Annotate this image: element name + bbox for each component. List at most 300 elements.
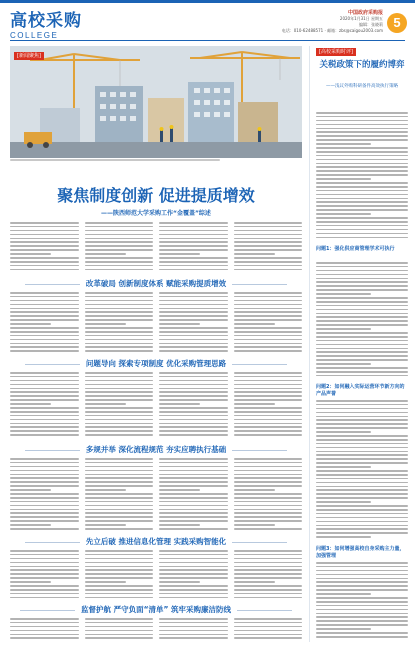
- text-line: [316, 316, 408, 318]
- text-line: [316, 493, 408, 495]
- text-line: [159, 257, 228, 259]
- text-line: [10, 399, 79, 401]
- text-line: [85, 234, 154, 236]
- text-line: [10, 323, 51, 325]
- text-line: [85, 346, 154, 348]
- text-line: [234, 343, 303, 345]
- text-line: [85, 462, 154, 464]
- text-line: [85, 569, 154, 571]
- text-line: [159, 419, 228, 421]
- text-line: [159, 304, 228, 306]
- text-line: [85, 516, 154, 518]
- text-line: [10, 380, 79, 382]
- text-line: [85, 509, 154, 511]
- text-line: [85, 304, 154, 306]
- text-line: [234, 238, 303, 240]
- text-line: [159, 512, 228, 514]
- text-line: [159, 403, 200, 405]
- text-line: [316, 159, 408, 161]
- text-column: [234, 618, 303, 642]
- text-line: [85, 241, 154, 243]
- text-line: [234, 501, 303, 503]
- text-line: [234, 573, 303, 575]
- text-line: [85, 470, 154, 472]
- contact-info: 电话：010-62488571 · 邮箱：zbs@caigou2003.com: [281, 28, 383, 33]
- text-line: [234, 630, 303, 632]
- text-line: [234, 493, 303, 495]
- section-body-1: [10, 292, 302, 356]
- text-line: [316, 505, 408, 507]
- text-line: [10, 474, 79, 476]
- text-column: [85, 292, 154, 356]
- text-line: [85, 249, 154, 251]
- text-line: [234, 292, 303, 294]
- section-title: 高校采购: [10, 11, 82, 31]
- text-line: [159, 550, 228, 552]
- text-line: [234, 562, 303, 564]
- text-line: [10, 597, 79, 599]
- text-line: [10, 253, 51, 255]
- text-line: [10, 493, 79, 495]
- text-line: [234, 626, 303, 628]
- text-line: [10, 569, 79, 571]
- text-line: [234, 388, 303, 390]
- text-line: [10, 403, 51, 405]
- text-line: [316, 120, 408, 122]
- editor-info: 编辑：张晓莉: [359, 22, 383, 27]
- text-line: [85, 323, 126, 325]
- text-line: [85, 581, 126, 583]
- text-line: [316, 462, 408, 464]
- text-line: [10, 257, 79, 259]
- text-line: [316, 489, 408, 491]
- text-line: [234, 566, 303, 568]
- text-line: [159, 399, 228, 401]
- text-line: [10, 331, 79, 333]
- text-line: [159, 516, 228, 518]
- text-line: [10, 308, 79, 310]
- text-line: [234, 245, 303, 247]
- text-line: [10, 327, 79, 329]
- text-line: [159, 485, 228, 487]
- text-line: [85, 403, 126, 405]
- text-line: [234, 346, 303, 348]
- text-line: [159, 331, 228, 333]
- text-line: [10, 226, 79, 228]
- text-line: [85, 411, 154, 413]
- text-column: [10, 292, 79, 356]
- text-line: [234, 415, 303, 417]
- text-line: [316, 431, 371, 433]
- text-line: [234, 462, 303, 464]
- text-line: [234, 269, 303, 271]
- text-line: [85, 343, 154, 345]
- text-column: [10, 222, 79, 276]
- text-line: [159, 577, 228, 579]
- commentary-body-2: [316, 400, 408, 542]
- text-line: [10, 304, 79, 306]
- text-line: [316, 517, 408, 519]
- text-column: [85, 458, 154, 534]
- text-line: [234, 319, 303, 321]
- text-line: [159, 300, 228, 302]
- text-line: [159, 569, 228, 571]
- text-line: [85, 296, 154, 298]
- text-line: [316, 470, 408, 472]
- text-line: [316, 466, 371, 468]
- text-line: [10, 350, 79, 352]
- text-line: [316, 155, 408, 157]
- text-column: [234, 458, 303, 534]
- text-line: [10, 458, 79, 460]
- text-line: [85, 489, 126, 491]
- text-line: [316, 281, 408, 283]
- text-line: [234, 372, 303, 374]
- text-line: [159, 311, 228, 313]
- text-line: [159, 391, 228, 393]
- text-line: [316, 237, 408, 239]
- text-line: [10, 634, 79, 636]
- text-line: [316, 375, 408, 377]
- text-line: [234, 257, 303, 259]
- text-line: [316, 305, 408, 307]
- text-line: [159, 388, 228, 390]
- text-line: [316, 501, 371, 503]
- text-line: [159, 226, 228, 228]
- text-line: [234, 485, 303, 487]
- text-line: [234, 497, 303, 499]
- text-line: [316, 355, 408, 357]
- text-line: [316, 636, 408, 638]
- text-line: [316, 209, 408, 211]
- text-line: [234, 411, 303, 413]
- text-line: [159, 554, 228, 556]
- text-line: [234, 403, 275, 405]
- text-line: [234, 558, 303, 560]
- text-line: [10, 419, 79, 421]
- text-line: [159, 470, 228, 472]
- commentary-question-3: 问题3：如何增强高校自身采购主力量，加强管理: [316, 546, 405, 559]
- text-line: [10, 407, 79, 409]
- text-line: [85, 573, 154, 575]
- text-line: [159, 520, 228, 522]
- text-line: [159, 315, 228, 317]
- text-line: [316, 363, 371, 365]
- text-line: [85, 319, 154, 321]
- masthead: [10, 12, 82, 41]
- text-line: [10, 238, 79, 240]
- text-line: [10, 585, 79, 587]
- text-line: [10, 573, 79, 575]
- text-line: [10, 489, 51, 491]
- text-column: [316, 262, 408, 380]
- text-line: [316, 201, 408, 203]
- text-line: [316, 566, 408, 568]
- text-line: [85, 226, 154, 228]
- text-line: [234, 466, 303, 468]
- text-line: [85, 399, 154, 401]
- text-line: [234, 426, 303, 428]
- text-column: [316, 562, 408, 642]
- text-line: [85, 423, 154, 425]
- text-line: [316, 270, 408, 272]
- text-line: [10, 300, 79, 302]
- column-divider: [309, 46, 310, 642]
- text-line: [234, 311, 303, 313]
- text-line: [316, 324, 408, 326]
- text-line: [316, 344, 408, 346]
- text-line: [316, 443, 408, 445]
- text-line: [10, 249, 79, 251]
- text-line: [10, 505, 79, 507]
- text-column: [316, 400, 408, 542]
- text-line: [10, 589, 79, 591]
- text-line: [85, 618, 154, 620]
- text-line: [10, 550, 79, 552]
- text-line: [316, 233, 408, 235]
- text-line: [159, 462, 228, 464]
- text-line: [316, 278, 408, 280]
- text-line: [316, 412, 408, 414]
- text-line: [85, 335, 154, 337]
- text-line: [10, 466, 79, 468]
- text-line: [85, 497, 154, 499]
- text-line: [10, 516, 79, 518]
- text-line: [85, 253, 126, 255]
- text-line: [85, 493, 154, 495]
- text-line: [85, 630, 154, 632]
- text-line: [316, 605, 408, 607]
- text-line: [234, 391, 303, 393]
- text-line: [10, 481, 79, 483]
- text-line: [85, 505, 154, 507]
- text-line: [316, 190, 408, 192]
- text-line: [10, 265, 79, 267]
- text-column: [159, 618, 228, 642]
- text-line: [234, 423, 303, 425]
- text-line: [10, 470, 79, 472]
- text-line: [10, 477, 79, 479]
- text-line: [234, 597, 303, 599]
- text-line: [234, 253, 275, 255]
- text-line: [316, 229, 408, 231]
- text-line: [234, 226, 303, 228]
- text-line: [234, 550, 303, 552]
- commentary-title: 关税政策下的履约博弈: [319, 60, 405, 70]
- text-line: [234, 222, 303, 224]
- text-line: [234, 524, 275, 526]
- text-line: [159, 234, 228, 236]
- text-line: [10, 335, 79, 337]
- text-line: [85, 566, 154, 568]
- page-number-badge: 5: [387, 13, 407, 33]
- text-line: [85, 426, 154, 428]
- text-line: [316, 143, 371, 145]
- text-line: [316, 486, 408, 488]
- text-line: [316, 416, 408, 418]
- text-line: [159, 597, 228, 599]
- text-line: [159, 481, 228, 483]
- text-line: [159, 350, 228, 352]
- text-line: [316, 570, 408, 572]
- text-line: [316, 351, 408, 353]
- text-line: [316, 147, 408, 149]
- text-line: [159, 589, 228, 591]
- text-line: [234, 300, 303, 302]
- text-line: [234, 474, 303, 476]
- text-line: [234, 481, 303, 483]
- text-line: [159, 558, 228, 560]
- text-line: [316, 340, 408, 342]
- text-column: [234, 550, 303, 602]
- text-line: [159, 376, 228, 378]
- text-line: [316, 328, 371, 330]
- text-line: [85, 388, 154, 390]
- text-line: [10, 497, 79, 499]
- text-line: [159, 434, 228, 436]
- text-line: [159, 249, 228, 251]
- text-line: [10, 296, 79, 298]
- text-line: [316, 131, 408, 133]
- text-line: [10, 230, 79, 232]
- text-line: [159, 296, 228, 298]
- top-accent-rule: [0, 0, 415, 3]
- text-line: [234, 304, 303, 306]
- text-line: [316, 359, 408, 361]
- text-line: [10, 339, 79, 341]
- text-line: [10, 315, 79, 317]
- text-line: [10, 411, 79, 413]
- text-line: [159, 585, 228, 587]
- text-line: [10, 462, 79, 464]
- commentary-question-2: 问题2：如何融入实际运营环节新方向的产品声誉: [316, 384, 405, 397]
- text-line: [10, 485, 79, 487]
- text-line: [159, 489, 200, 491]
- text-line: [234, 634, 303, 636]
- text-line: [85, 593, 154, 595]
- text-line: [234, 622, 303, 624]
- text-line: [316, 404, 408, 406]
- text-line: [234, 296, 303, 298]
- section-heading-5: 监督护航 严守负面“清单” 筑牢采购廉洁防线: [10, 604, 302, 615]
- commentary-body-3: [316, 562, 408, 642]
- text-line: [85, 419, 154, 421]
- text-line: [10, 581, 51, 583]
- text-line: [234, 376, 303, 378]
- text-line: [316, 221, 408, 223]
- text-line: [159, 222, 228, 224]
- text-line: [159, 327, 228, 329]
- text-line: [234, 577, 303, 579]
- text-line: [85, 315, 154, 317]
- text-line: [85, 481, 154, 483]
- text-line: [85, 395, 154, 397]
- text-line: [10, 430, 79, 432]
- text-line: [159, 430, 228, 432]
- text-line: [10, 423, 79, 425]
- text-line: [234, 516, 303, 518]
- commentary-column: [316, 46, 408, 642]
- text-line: [234, 327, 303, 329]
- text-line: [234, 261, 303, 263]
- text-line: [10, 554, 79, 556]
- text-line: [234, 477, 303, 479]
- text-line: [316, 348, 408, 350]
- text-line: [10, 512, 79, 514]
- text-line: [234, 430, 303, 432]
- text-line: [85, 622, 154, 624]
- text-line: [159, 622, 228, 624]
- text-line: [10, 593, 79, 595]
- text-line: [316, 528, 408, 530]
- text-column: [316, 112, 408, 242]
- text-line: [316, 536, 371, 538]
- text-line: [316, 116, 408, 118]
- text-line: [316, 447, 408, 449]
- text-line: [316, 128, 408, 130]
- text-line: [10, 241, 79, 243]
- commentary-subtitle: ——浅议外购科研备件高效执行策略: [326, 84, 398, 89]
- text-line: [10, 346, 79, 348]
- text-line: [316, 408, 408, 410]
- text-line: [234, 384, 303, 386]
- text-line: [159, 415, 228, 417]
- text-line: [10, 372, 79, 374]
- text-line: [316, 585, 408, 587]
- text-line: [85, 327, 154, 329]
- text-line: [316, 313, 408, 315]
- text-line: [234, 618, 303, 620]
- text-line: [10, 388, 79, 390]
- text-line: [234, 637, 303, 639]
- text-line: [234, 331, 303, 333]
- section-heading-2: 问题导向 探索专项制度 优化采购管理思路: [10, 358, 302, 369]
- text-line: [159, 230, 228, 232]
- text-line: [159, 528, 228, 530]
- text-line: [10, 566, 79, 568]
- text-line: [85, 501, 154, 503]
- text-line: [159, 573, 228, 575]
- text-line: [10, 626, 79, 628]
- text-line: [234, 230, 303, 232]
- text-line: [234, 315, 303, 317]
- text-line: [85, 376, 154, 378]
- text-line: [10, 434, 79, 436]
- text-line: [159, 384, 228, 386]
- issue-date: 2020年1月31日 星期五: [339, 16, 383, 21]
- commentary-intro-text: [316, 112, 408, 242]
- text-line: [159, 308, 228, 310]
- text-line: [159, 395, 228, 397]
- text-line: [316, 182, 408, 184]
- text-column: [10, 372, 79, 442]
- text-line: [10, 384, 79, 386]
- text-line: [316, 112, 408, 114]
- text-line: [85, 589, 154, 591]
- text-line: [234, 407, 303, 409]
- text-line: [85, 415, 154, 417]
- text-line: [316, 336, 408, 338]
- commentary-question-1: 问题1：强化供应商管理学术可执行: [316, 246, 395, 252]
- text-line: [234, 265, 303, 267]
- text-line: [159, 346, 228, 348]
- text-line: [10, 562, 79, 564]
- text-line: [234, 458, 303, 460]
- text-line: [316, 285, 408, 287]
- text-line: [316, 620, 408, 622]
- text-line: [10, 524, 51, 526]
- text-column: [159, 292, 228, 356]
